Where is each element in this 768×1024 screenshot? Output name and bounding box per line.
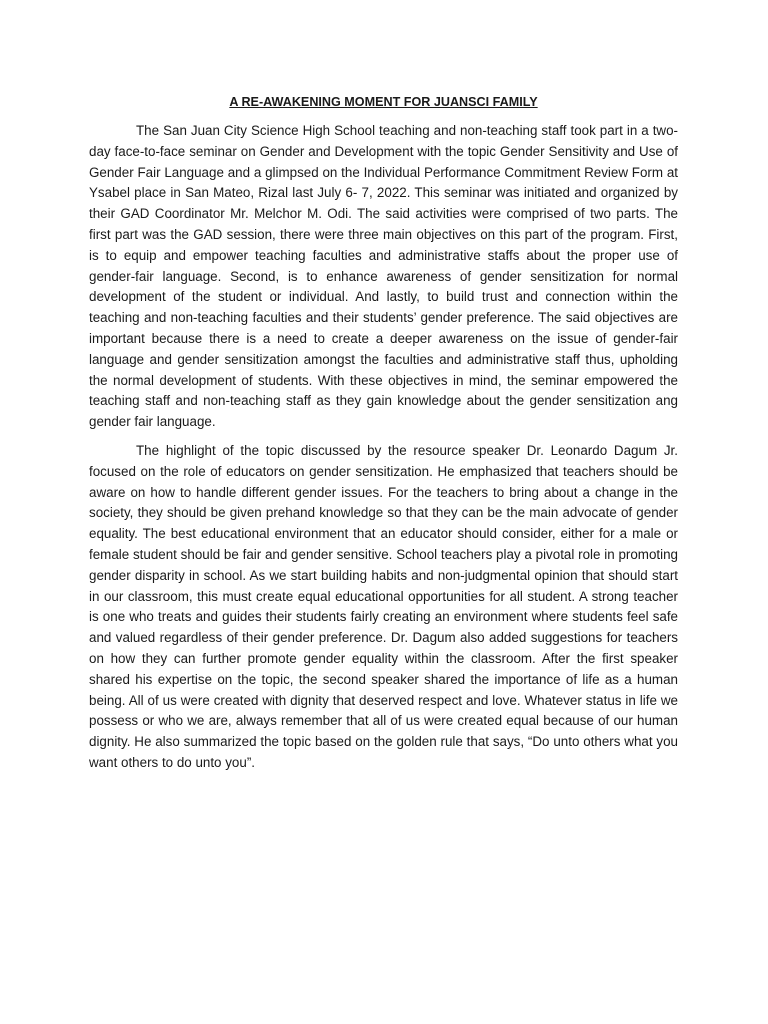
paragraph-2: The highlight of the topic discussed by the resource speaker Dr. Leonardo Dagum Jr. focused on the role of educators on gender sensitization. He emphasized that teachers should be aware on how to handle different gender issues. For the teachers to bring about a change in the society, they should be given prehand knowledge so that they can be the main advocate of gender equality. The best educational environment that an educator should consider, either for a male or female student should be fair and gender sensitive. School teachers play a pivotal role in promoting gender disparity in school. As we start building habits and non-judgmental opinion that should start in our classroom, this must create equal educational opportunities for all student. A strong teacher is one who treats and guides their students fairly creating an environment where students feel safe and valued regardless of their gender preference. Dr. Dagum also added suggestions for teachers on how they can further promote gender equality within the classroom. After the first speaker shared his expertise on the topic, the second speaker shared the importance of life as a human being. All of us were created with dignity that deserved respect and love. Whatever status in life we possess or who we are, always remember that all of us were created equal because of our human dignity. He also summarized the topic based on the golden rule that says, “Do unto others what you want others to do unto you”. (89, 442, 678, 770)
document-title: A RE-AWAKENING MOMENT FOR JUANSCI FAMILY (229, 95, 538, 109)
document-body (89, 94, 678, 782)
paragraph-1: The San Juan City Science High School teaching and non-teaching staff took part in a two-day face-to-face seminar on Gender and Development with the topic Gender Sensitivity and Use of Gender Fair Language and a glimpsed on the Individual Performance Commitment Review Form at Ysabel place in San Mateo, Rizal last July 6- 7, 2022. This seminar was initiated and organized by their GAD Coordinator Mr. Melchor M. Odi. The said activities were comprised of two parts. The first part was the GAD session, there were three main objectives on this part of the program. First, is to equip and empower teaching faculties and administrative staffs about the proper use of gender-fair language. Second, is to enhance awareness of gender sensitization for normal development of the student or individual. And lastly, to build trust and connection within the teaching and non-teaching faculties and their students’ gender preference. The said objectives are important because there is a need to create a deeper awareness on the issue of gender-fair language and gender sensitization amongst the faculties and administrative staff thus, upholding the normal development of students. With these objectives in mind, the seminar empowered the teaching staff and non-teaching staff as they gain knowledge about the gender sensitization ang gender fair language. (89, 123, 678, 430)
